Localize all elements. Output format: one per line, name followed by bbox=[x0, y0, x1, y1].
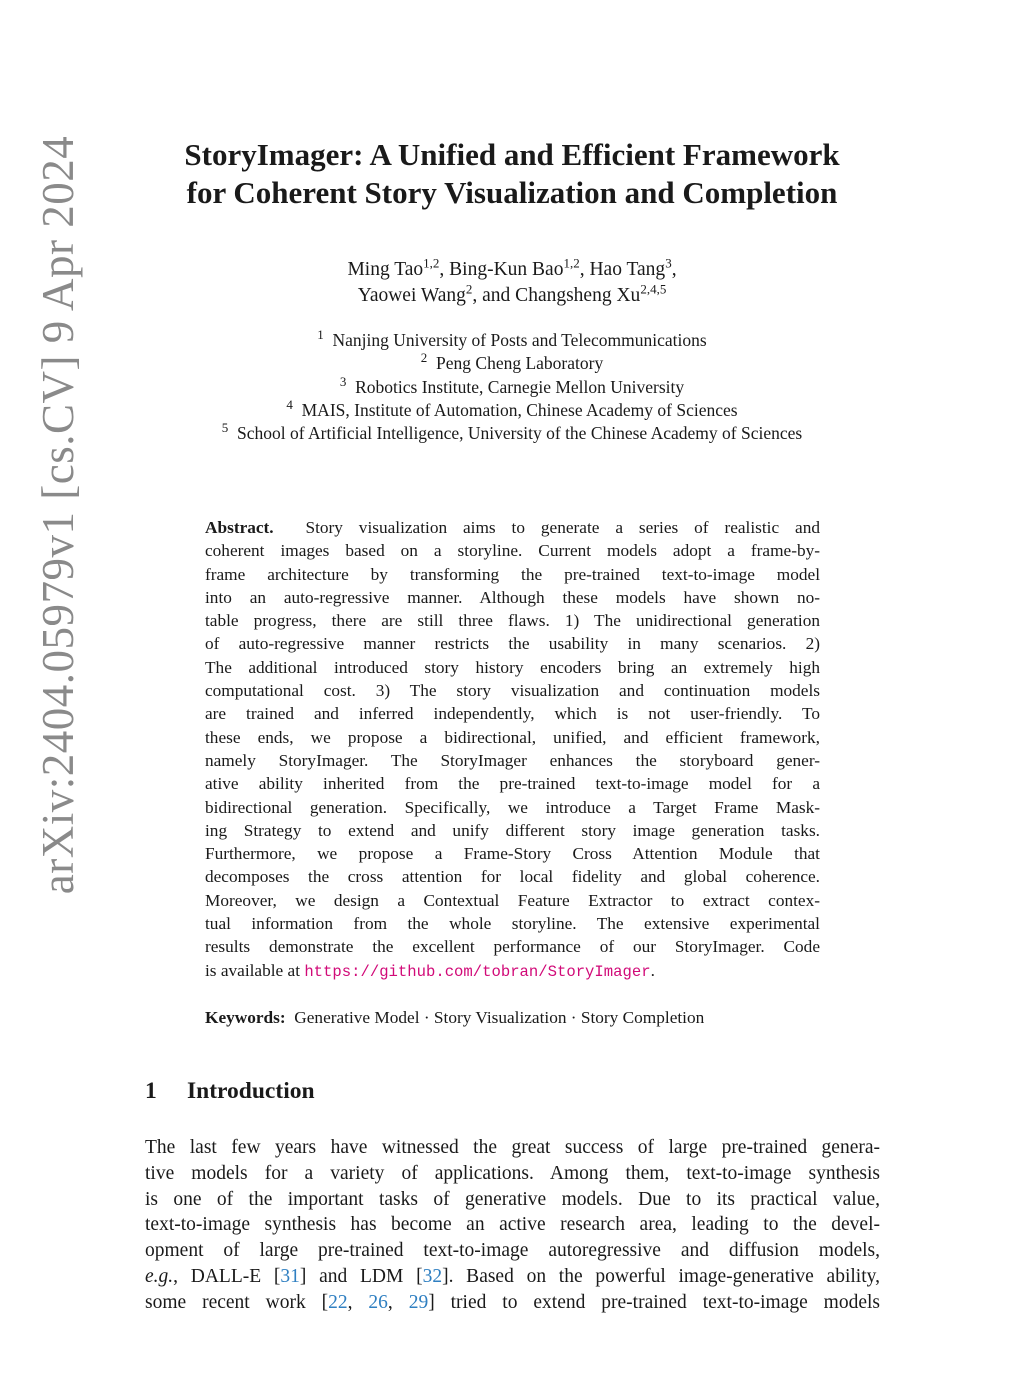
author-affil-sup: 1,2 bbox=[423, 255, 440, 271]
author-affil-sup: 1,2 bbox=[563, 255, 580, 271]
abstract-line: Moreover, we design a Contextual Feature Extractor to extract contex- bbox=[205, 890, 820, 910]
affiliation-number: 4 bbox=[286, 397, 293, 413]
affiliation-number: 3 bbox=[339, 373, 347, 389]
affiliation-item bbox=[100, 329, 924, 352]
affiliation-number: 2 bbox=[420, 350, 428, 366]
affiliation-name: Peng Cheng Laboratory bbox=[436, 353, 604, 374]
abstract-line: into an auto-regressive manner. Although these models have shown no- bbox=[205, 587, 820, 607]
keywords-label: Keywords: bbox=[205, 1008, 286, 1027]
paragraph-line: opment of large pre-trained text-to-image autoregressive and diffusion models, bbox=[145, 1240, 880, 1262]
code-repository-link[interactable]: https://github.com/tobran/StoryImager bbox=[304, 962, 651, 981]
affiliation-name: Robotics Institute, Carnegie Mellon University bbox=[355, 376, 685, 397]
affiliation-name: MAIS, Institute of Automation, Chinese Academy of Sciences bbox=[301, 399, 738, 420]
author-list bbox=[120, 257, 904, 309]
introduction-paragraph bbox=[145, 1135, 880, 1316]
section-title: Introduction bbox=[187, 1078, 315, 1104]
title-line-2: for Coherent Story Visualization and Completion bbox=[186, 175, 838, 210]
author-name: , Hao Tang bbox=[579, 259, 666, 280]
affiliation-number: 1 bbox=[317, 327, 324, 343]
paragraph-line: tive models for a variety of applications. Among them, text-to-image synthesis bbox=[145, 1162, 880, 1184]
abstract-line: these ends, we propose a bidirectional, unified, and efficient framework, bbox=[205, 727, 820, 747]
arxiv-id-text: arXiv:2404.05979v1 [cs.CV] 9 Apr 2024 bbox=[33, 135, 83, 894]
abstract-line: table progress, there are still three flaws. 1) The unidirectional generation bbox=[205, 611, 820, 631]
affiliation-list bbox=[100, 329, 924, 445]
author-name: , Bing-Kun Bao bbox=[439, 259, 564, 280]
abstract-line: of auto-regressive manner restricts the usability in many scenarios. 2) bbox=[205, 634, 820, 654]
abstract-line: The additional introduced story history encoders bring an extremely high bbox=[205, 657, 820, 677]
abstract-block bbox=[205, 516, 820, 984]
author-line-2 bbox=[120, 283, 904, 309]
paragraph-line: some recent work [22, 26, 29] tried to extend pre-trained text-to-image models bbox=[145, 1291, 881, 1313]
citation-link[interactable]: 29 bbox=[408, 1291, 429, 1313]
keywords-line bbox=[205, 1006, 820, 1029]
affiliation-name: Nanjing University of Posts and Telecommunications bbox=[332, 330, 707, 350]
abstract-line: Abstract. Story visualization aims to generate a series of realistic and bbox=[205, 518, 821, 537]
section-number: 1 bbox=[145, 1078, 157, 1104]
affiliation-name: School of Artificial Intelligence, University of the Chinese Academy of Sciences bbox=[237, 423, 803, 444]
author-separator: , bbox=[671, 259, 677, 280]
author-name: Yaowei Wang bbox=[357, 285, 466, 306]
abstract-line: ing Strategy to extend and unify different story image generation tasks. bbox=[205, 820, 820, 840]
abstract-line: are trained and inferred independently, which is not user-friendly. To bbox=[205, 704, 820, 724]
affiliation-item bbox=[100, 373, 924, 399]
paragraph-line: The last few years have witnessed the great success of large pre-trained genera- bbox=[145, 1137, 880, 1158]
author-name: , and Changsheng Xu bbox=[472, 285, 641, 306]
author-name: Ming Tao bbox=[347, 259, 424, 280]
affiliation-number: 5 bbox=[221, 420, 229, 436]
affiliation-item bbox=[100, 422, 924, 445]
paper-title bbox=[120, 136, 904, 212]
section-heading-introduction bbox=[145, 1075, 315, 1107]
citation-link[interactable]: 32 bbox=[422, 1265, 443, 1287]
abstract-line: tual information from the whole storyline. The extensive experimental bbox=[205, 914, 820, 934]
author-line-1 bbox=[120, 257, 904, 283]
abstract-line: namely StoryImager. The StoryImager enhances the storyboard gener- bbox=[205, 750, 820, 770]
paragraph-line: text-to-image synthesis has become an active research area, leading to the devel- bbox=[145, 1214, 880, 1236]
title-line-1: StoryImager: A Unified and Efficient Framework bbox=[184, 137, 840, 172]
abstract-label: Abstract. bbox=[205, 518, 274, 537]
abstract-line: bidirectional generation. Specifically, we introduce a Target Frame Mask- bbox=[205, 797, 820, 817]
author-affil-sup: 2 bbox=[465, 281, 473, 297]
affiliation-item bbox=[100, 352, 924, 375]
citation-link[interactable]: 22 bbox=[328, 1291, 348, 1313]
paragraph-line: e.g., DALL-E [31] and LDM [32]. Based on the powerful image-generative ability, bbox=[145, 1265, 880, 1287]
author-affil-sup: 3 bbox=[665, 255, 672, 271]
citation-link[interactable]: 26 bbox=[368, 1291, 388, 1313]
abstract-line: computational cost. 3) The story visualization and continuation models bbox=[205, 681, 820, 701]
abstract-line: is available at https://github.com/tobran/StoryImager. bbox=[205, 960, 655, 981]
author-affil-sup: 2,4,5 bbox=[640, 281, 667, 297]
abstract-line: decomposes the cross attention for local fidelity and global coherence. bbox=[205, 867, 820, 887]
arxiv-identifier-stamp bbox=[29, 135, 87, 894]
abstract-line: ative ability inherited from the pre-trained text-to-image model for a bbox=[205, 774, 820, 794]
citation-link[interactable]: 31 bbox=[280, 1265, 300, 1287]
keywords-text: Generative Model · Story Visualization · Story Completion bbox=[294, 1008, 705, 1027]
abstract-line: Furthermore, we propose a Frame-Story Cross Attention Module that bbox=[205, 844, 820, 864]
abstract-line: results demonstrate the excellent performance of our StoryImager. Code bbox=[205, 937, 820, 957]
affiliation-item bbox=[100, 399, 924, 422]
abstract-line: frame architecture by transforming the pre-trained text-to-image model bbox=[205, 564, 820, 584]
abstract-line: coherent images based on a storyline. Current models adopt a frame-by- bbox=[205, 541, 820, 561]
paragraph-line: is one of the important tasks of generative models. Due to its practical value, bbox=[145, 1188, 880, 1210]
